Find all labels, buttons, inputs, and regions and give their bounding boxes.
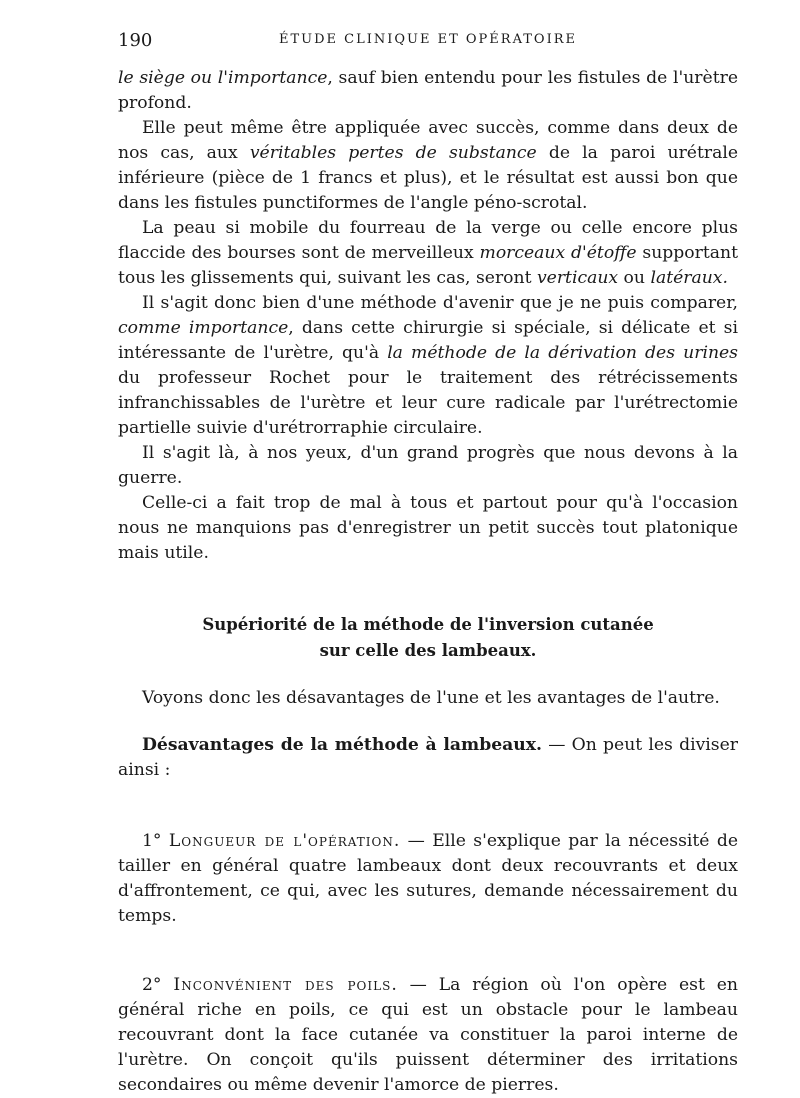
text: — On peut les diviser ainsi : xyxy=(118,735,739,780)
page-header xyxy=(118,30,738,54)
emphasis: le siège ou l'importance xyxy=(118,68,328,88)
spacer xyxy=(118,783,738,805)
paragraph xyxy=(118,66,738,116)
text: — Elle s'explique par la nécessité de tailler en général quatre lambeaux dont deux recouvrants et deux d'affrontement, ce qui, avec les sutures, demande nécessairement du temps. xyxy=(118,831,738,926)
text: supportant tous les glissements qui, suivant les cas, seront xyxy=(118,243,738,288)
text: — La région où l'on opère est en général riche en poils, ce qui est un obstacle pour le lambeau recouvrant dont la face cutanée va constituer la paroi interne de l'urètre. On conçoit qu'ils puissent déterminer des irritations secondaires ou même devenir l'amorce de pierres. xyxy=(118,975,739,1095)
item-heading: Inconvénient des poils. xyxy=(173,975,398,995)
section-title-line-1: Supériorité de la méthode de l'inversion cutanée xyxy=(202,615,654,634)
paragraph xyxy=(118,733,738,783)
body-text xyxy=(118,66,738,1098)
paragraph: Voyons donc les désavantages de l'une et les avantages de l'autre. xyxy=(142,688,720,708)
spacer xyxy=(118,805,738,829)
paragraph xyxy=(118,116,738,216)
section-title-line-2: sur celle des lambeaux. xyxy=(319,641,537,660)
emphasis: verticaux xyxy=(536,268,619,288)
spacer xyxy=(118,929,738,951)
text: Il s'agit donc bien d'une méthode d'avenir que je ne puis comparer, xyxy=(142,293,738,313)
text: La peau si mobile du fourreau de la verge ou celle encore plus flaccide des bourses sont de merveilleux xyxy=(118,218,738,263)
page-number: 190 xyxy=(118,30,153,51)
paragraph: Il s'agit là, à nos yeux, d'un grand progrès que nous devons à la guerre. xyxy=(118,443,738,488)
emphasis: la méthode de la dérivation des urines xyxy=(387,343,739,363)
emphasis: véritables pertes de substance xyxy=(249,143,537,163)
list-item xyxy=(118,973,738,1098)
text: , sauf bien entendu pour les fistules de l'urètre profond. xyxy=(118,68,738,113)
emphasis: morceaux d'étoffe xyxy=(479,243,637,263)
text: , dans cette chirurgie si spéciale, si délicate et si intéressante de l'urètre, qu'à xyxy=(118,318,738,363)
spacer xyxy=(118,664,738,686)
text: ou xyxy=(618,268,651,288)
emphasis: comme importance xyxy=(118,318,289,338)
text: Elle peut même être appliquée avec succès, comme dans deux de nos cas, aux xyxy=(118,118,738,163)
list-item xyxy=(118,829,738,929)
item-number: 2° xyxy=(142,975,162,995)
spacer xyxy=(118,951,738,973)
paragraph xyxy=(118,216,738,291)
subheading: Désavantages de la méthode à lambeaux. xyxy=(142,735,543,755)
paragraph: Celle-ci a fait trop de mal à tous et partout pour qu'à l'occasion nous ne manquions pas d'enregistrer un petit succès tout platonique mais utile. xyxy=(118,493,738,563)
running-title: ÉTUDE CLINIQUE ET OPÉRATOIRE xyxy=(278,32,578,47)
paragraph xyxy=(118,291,738,441)
emphasis: latéraux. xyxy=(650,268,728,288)
text: de la paroi urétrale inférieure (pièce de 1 francs et plus), et le résultat est aussi bon que dans les fistules punctiformes de l'angle péno-scrotal. xyxy=(118,143,739,213)
spacer xyxy=(118,711,738,733)
spacer xyxy=(118,566,738,588)
item-number: 1° xyxy=(142,831,162,851)
item-heading: Longueur de l'opération. xyxy=(168,831,401,851)
spacer xyxy=(118,588,738,612)
text: du professeur Rochet pour le traitement des rétrécissements infranchissables de l'urètre et leur cure radicale par l'urétrectomie partielle suivie d'urétrorraphie circulaire. xyxy=(118,368,738,438)
